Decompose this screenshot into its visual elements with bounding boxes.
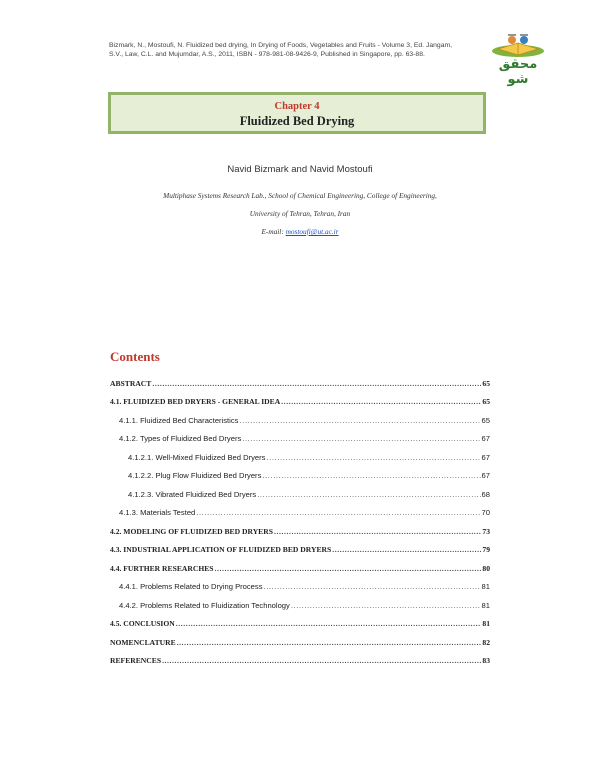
toc-entry-page: 81: [481, 600, 490, 610]
chapter-title: Fluidized Bed Drying: [239, 114, 355, 128]
toc-leader-dots: [274, 527, 481, 536]
toc-entry-title: 4.1.2.1. Well-Mixed Fluidized Bed Dryers: [128, 452, 266, 462]
toc-entry[interactable]: [110, 448, 490, 467]
toc-entry-title: 4.2. MODELING OF FLUIDIZED BED DRYERS: [110, 526, 273, 536]
toc-entry-page: 80: [482, 563, 490, 573]
toc-entry[interactable]: [110, 578, 490, 597]
toc-entry-title: 4.1.2. Types of Fluidized Bed Dryers: [119, 434, 242, 444]
toc-leader-dots: [257, 490, 480, 499]
book-icon: [488, 31, 548, 59]
toc-entry-title: 4.1.2.3. Vibrated Fluidized Bed Dryers: [128, 489, 257, 499]
toc-entry[interactable]: [110, 393, 490, 412]
toc-leader-dots: [332, 545, 481, 554]
toc-leader-dots: [262, 471, 480, 480]
toc-entry[interactable]: [110, 430, 490, 449]
toc-entry-page: 65: [481, 415, 490, 425]
authors: Navid Bizmark and Navid Mostoufi: [227, 164, 373, 175]
logo-text: محقق شو: [498, 57, 538, 87]
toc-entry-page: 65: [482, 378, 490, 388]
toc-entry-title: REFERENCES: [110, 656, 162, 666]
toc-entry-page: 73: [482, 526, 490, 536]
toc-entry-title: 4.1.3. Materials Tested: [119, 508, 196, 518]
email-link[interactable]: mostoufi@ut.ac.ir: [285, 227, 339, 236]
table-of-contents: [110, 374, 490, 670]
site-logo: [488, 31, 548, 87]
toc-entry-title: 4.1.2.2. Plug Flow Fluidized Bed Dryers: [128, 471, 262, 481]
chapter-label: Chapter 4: [274, 101, 320, 112]
toc-entry-page: 67: [481, 434, 490, 444]
toc-entry-title: 4.1.1. Fluidized Bed Characteristics: [119, 415, 239, 425]
toc-entry-page: 81: [481, 582, 490, 592]
contents-heading: Contents: [110, 349, 160, 364]
toc-entry[interactable]: [110, 633, 490, 652]
toc-entry[interactable]: [110, 615, 490, 634]
toc-entry-title: NOMENCLATURE: [110, 637, 176, 647]
toc-entry-title: 4.3. INDUSTRIAL APPLICATION OF FLUIDIZED BED DRYERS: [110, 545, 332, 555]
toc-entry[interactable]: [110, 541, 490, 560]
toc-entry[interactable]: [110, 596, 490, 615]
toc-entry-title: ABSTRACT: [110, 378, 152, 388]
toc-entry-page: 67: [481, 471, 490, 481]
toc-leader-dots: [291, 601, 481, 610]
toc-entry-title: 4.1. FLUIDIZED BED DRYERS - GENERAL IDEA: [110, 397, 281, 407]
toc-leader-dots: [162, 656, 481, 665]
toc-entry[interactable]: [110, 485, 490, 504]
toc-entry-page: 79: [482, 545, 490, 555]
email-label: E-mail:: [261, 227, 286, 236]
toc-leader-dots: [176, 619, 482, 628]
toc-entry-page: 81: [482, 619, 490, 629]
toc-entry[interactable]: [110, 467, 490, 486]
toc-entry-page: 83: [482, 656, 490, 666]
toc-entry-page: 82: [482, 637, 490, 647]
toc-leader-dots: [264, 582, 481, 591]
affiliation-line-2: University of Tehran, Tehran, Iran: [249, 209, 351, 218]
toc-entry-page: 70: [481, 508, 490, 518]
chapter-header: [108, 92, 486, 134]
toc-entry[interactable]: [110, 374, 490, 393]
toc-entry-title: 4.4.1. Problems Related to Drying Process: [119, 582, 263, 592]
toc-entry-page: 67: [481, 452, 490, 462]
toc-entry[interactable]: [110, 504, 490, 523]
toc-entry[interactable]: [110, 559, 490, 578]
toc-leader-dots: [266, 453, 480, 462]
toc-leader-dots: [215, 564, 482, 573]
toc-entry[interactable]: [110, 522, 490, 541]
toc-entry-page: 65: [482, 397, 490, 407]
toc-leader-dots: [281, 397, 481, 406]
email-line: [0, 227, 600, 236]
toc-leader-dots: [152, 379, 481, 388]
toc-entry-title: 4.4.2. Problems Related to Fluidization Technology: [119, 600, 290, 610]
affiliation-line-1: Multiphase Systems Research Lab., School of Chemical Engineering, College of Engineering,: [163, 191, 437, 200]
toc-leader-dots: [239, 416, 480, 425]
toc-entry[interactable]: [110, 652, 490, 671]
toc-entry-page: 68: [481, 489, 490, 499]
toc-leader-dots: [177, 638, 482, 647]
toc-entry-title: 4.4. FURTHER RESEARCHES: [110, 563, 214, 573]
toc-entry-title: 4.5. CONCLUSION: [110, 619, 175, 629]
toc-leader-dots: [196, 508, 480, 517]
toc-leader-dots: [242, 434, 480, 443]
citation-header: Bizmark, N., Mostoufi, N. Fluidized bed drying, In Drying of Foods, Vegetables and Fruits - Volume 3, Ed. Jangam, S.V., Law, C.L. and Mujumdar, A.S., 2011, ISBN - 978-981-08-9426-9, Published in Singapore, pp. 63-88.: [109, 42, 453, 59]
toc-entry[interactable]: [110, 411, 490, 430]
